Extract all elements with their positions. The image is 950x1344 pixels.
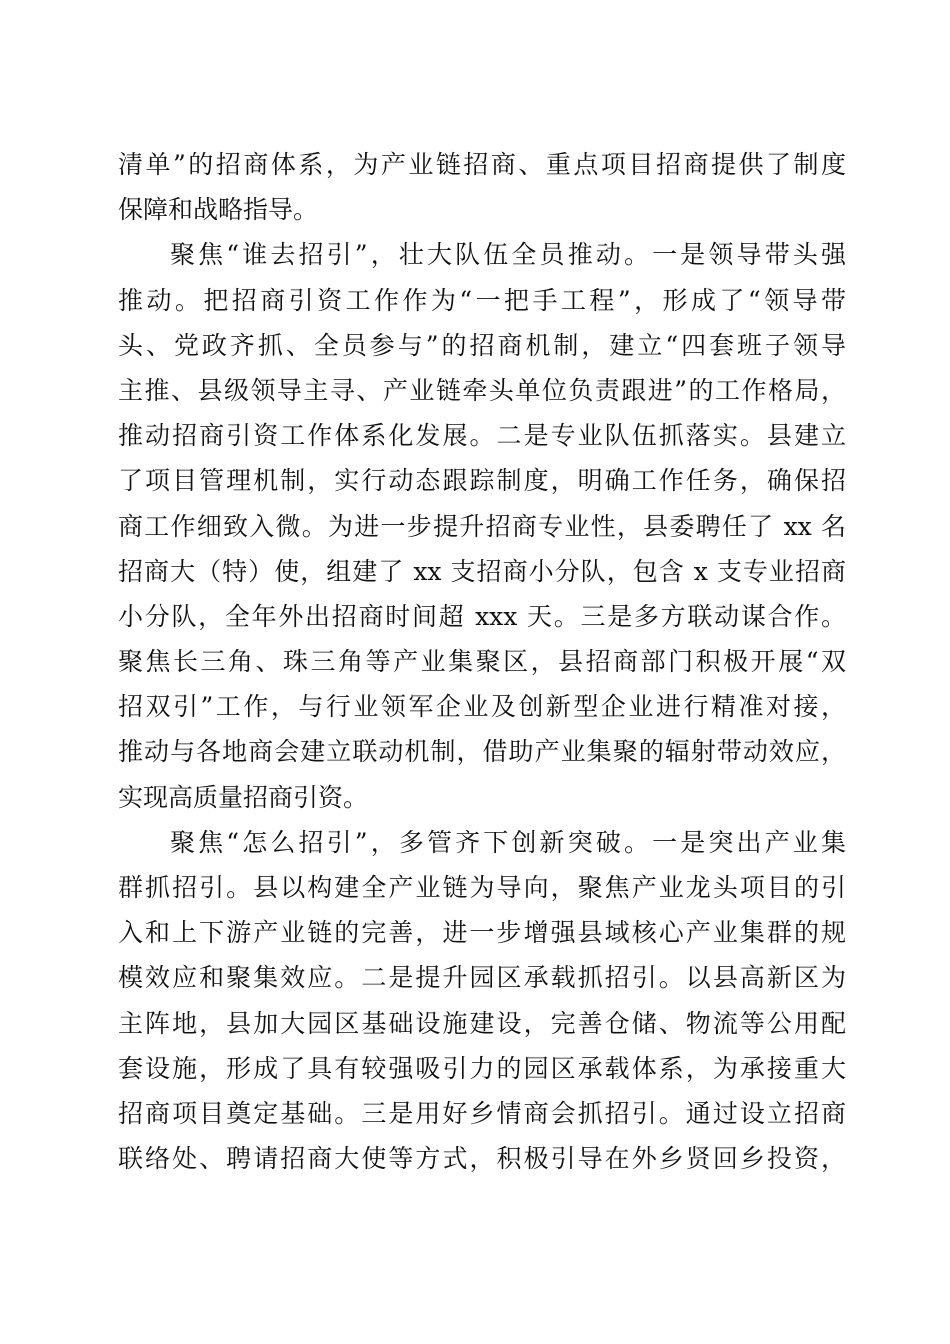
text-line: 商工作细致入微。为进一步提升招商专业性，县委聘任了 xx 名: [118, 511, 846, 541]
text-line: 模效应和聚集效应。二是提升园区承载抓招引。以县高新区为: [118, 963, 846, 993]
document-body: [118, 142, 846, 1181]
text-line: 入和上下游产业链的完善，进一步增强县域核心产业集群的规: [118, 918, 846, 948]
text-line: 保障和战略指导。: [118, 195, 319, 225]
text-line: 小分队，全年外出招商时间超 xxx 天。三是多方联动谋合作。: [118, 601, 846, 631]
text-line: 招商项目奠定基础。三是用好乡情商会抓招引。通过设立招商: [118, 1098, 846, 1128]
text-line: 群抓招引。县以构建全产业链为导向，聚焦产业龙头项目的引: [118, 873, 846, 902]
text-line: 聚焦长三角、珠三角等产业集聚区，县招商部门积极开展“双: [118, 647, 846, 677]
text-line: 套设施，形成了具有较强吸引力的园区承载体系，为承接重大: [118, 1053, 846, 1083]
text-line: 招商大（特）使，组建了 xx 支招商小分队，包含 x 支专业招商: [118, 556, 846, 586]
text-line: 推动招商引资工作体系化发展。二是专业队伍抓落实。县建立: [118, 421, 846, 451]
text-line: 主推、县级领导主寻、产业链牵头单位负责跟进”的工作格局，: [118, 375, 846, 405]
text-line: 联络处、聘请招商大使等方式，积极引导在外乡贤回乡投资，: [118, 1144, 846, 1174]
text-line: 聚焦“怎么招引”，多管齐下创新突破。一是突出产业集: [170, 827, 846, 857]
text-line: 推动与各地商会建立联动机制，借助产业集聚的辐射带动效应，: [118, 737, 846, 767]
text-line: 头、党政齐抓、全员参与”的招商机制，建立“四套班子领导: [118, 330, 846, 360]
text-line: 招双引”工作，与行业领军企业及创新型企业进行精准对接，: [118, 692, 846, 722]
text-line: 实现高质量招商引资。: [118, 782, 369, 812]
text-line: 聚焦“谁去招引”，壮大队伍全员推动。一是领导带头强: [170, 240, 846, 270]
text-line: 清单”的招商体系，为产业链招商、重点项目招商提供了制度: [118, 150, 846, 179]
text-line: 推动。把招商引资工作作为“一把手工程”，形成了“领导带: [118, 285, 846, 315]
text-line: 主阵地，县加大园区基础设施建设，完善仓储、物流等公用配: [118, 1008, 846, 1038]
text-line: 了项目管理机制，实行动态跟踪制度，明确工作任务，确保招: [118, 466, 846, 496]
